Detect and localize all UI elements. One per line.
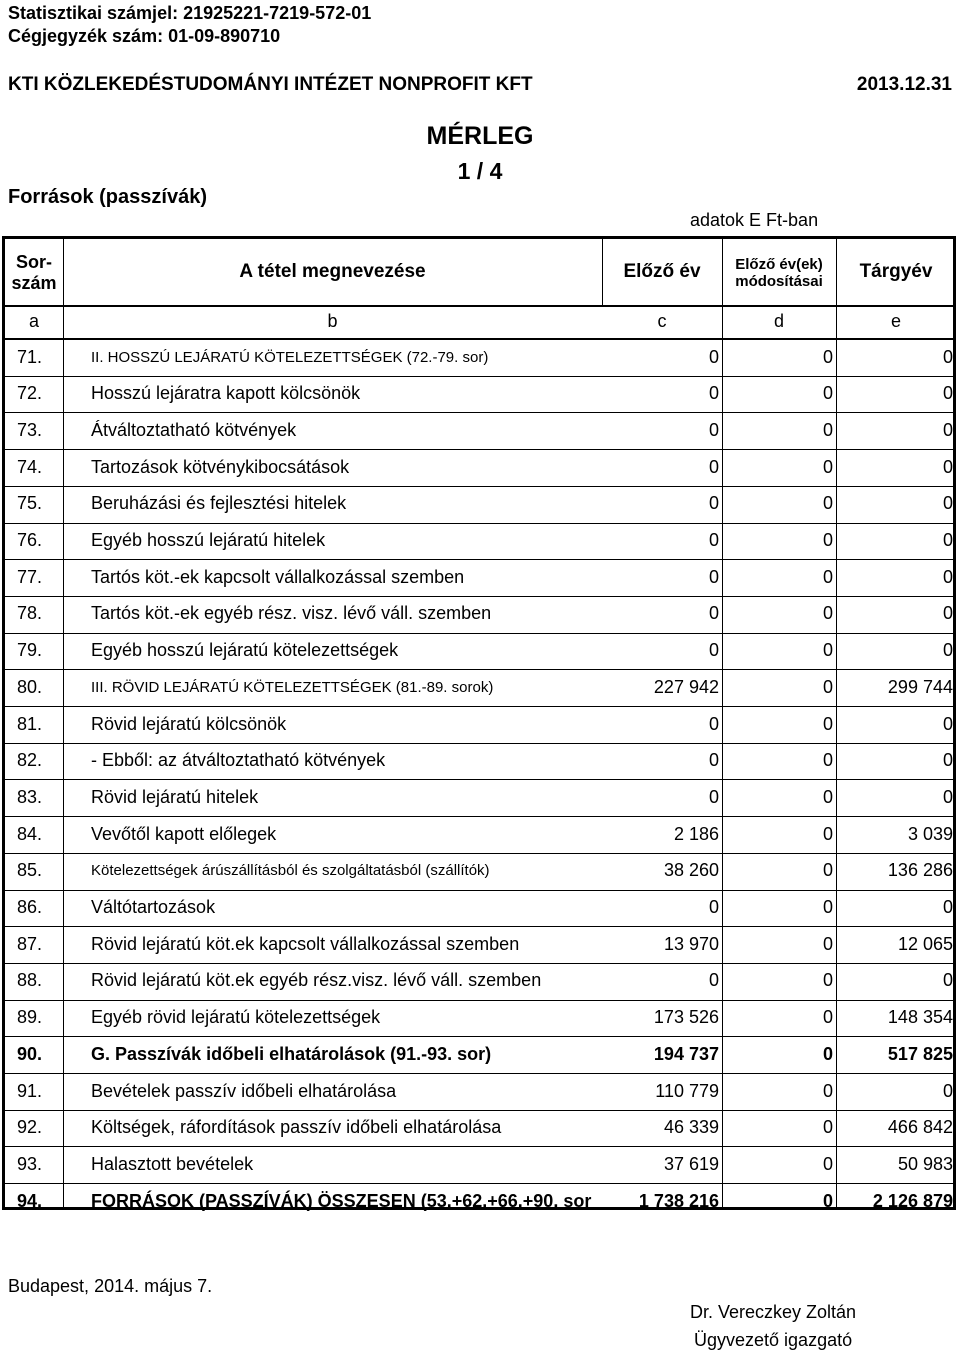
row-number: 85. <box>17 860 43 881</box>
row-prev-year-value: 46 339 <box>663 1117 719 1138</box>
row-item-name: Kötelezettségek árúszállításból és szolgáltatásból (szállítók) <box>91 862 490 880</box>
row-item-name: Tartós köt.-ek kapcsolt vállalkozással szemben <box>91 566 465 587</box>
row-number: 86. <box>17 897 43 917</box>
column-letter-c: c <box>657 311 667 331</box>
row-prev-year-value: 227 942 <box>653 676 719 697</box>
row-number: 84. <box>17 823 43 844</box>
row-item-name: Egyéb hosszú lejáratú kötelezettségek <box>91 640 399 661</box>
row-item-name: Rövid lejáratú köt.ek kapcsolt vállalkozással szemben <box>91 933 520 954</box>
table-row <box>5 1000 953 1036</box>
row-modification-value: 0 <box>822 640 833 661</box>
row-modification-value: 0 <box>822 456 833 477</box>
row-modification-value: 0 <box>822 1190 833 1211</box>
row-item-name: Rövid lejáratú köt.ek egyéb rész.visz. lévő váll. szemben <box>91 970 542 991</box>
row-prev-year-value: 0 <box>708 603 719 624</box>
table-row <box>5 523 953 559</box>
row-current-year-value: 0 <box>942 346 953 367</box>
row-modification-value: 0 <box>822 676 833 697</box>
row-number: 73. <box>17 419 43 440</box>
table-row <box>5 1036 953 1072</box>
table-row <box>5 1183 953 1219</box>
table-row <box>5 596 953 632</box>
table-row <box>5 339 953 375</box>
row-modification-value: 0 <box>822 1153 833 1174</box>
row-modification-value: 0 <box>822 1117 833 1138</box>
row-current-year-value: 50 983 <box>897 1153 953 1174</box>
balance-sheet-table <box>2 236 956 1210</box>
header-divider <box>5 305 953 307</box>
row-prev-year-value: 173 526 <box>653 1007 719 1028</box>
row-modification-value: 0 <box>822 897 833 917</box>
column-header-mod <box>722 243 836 303</box>
row-current-year-value: 2 126 879 <box>872 1190 953 1211</box>
table-row <box>5 853 953 889</box>
row-item-name: - Ebből: az átváltoztatható kötvények <box>91 750 386 771</box>
row-prev-year-value: 13 970 <box>663 933 719 954</box>
row-current-year-value: 0 <box>942 566 953 587</box>
row-modification-value: 0 <box>822 750 833 771</box>
table-row <box>5 706 953 742</box>
row-prev-year-value: 1 738 216 <box>638 1190 719 1211</box>
row-item-name: Rövid lejáratú kölcsönök <box>91 713 287 734</box>
row-current-year-value: 3 039 <box>907 823 953 844</box>
table-row <box>5 1146 953 1182</box>
row-prev-year-value: 37 619 <box>663 1153 719 1174</box>
row-current-year-value: 12 065 <box>897 933 953 954</box>
row-current-year-value: 0 <box>942 530 953 550</box>
row-prev-year-value: 0 <box>708 713 719 734</box>
row-number: 83. <box>17 786 43 807</box>
column-letter-a: a <box>28 311 39 331</box>
row-modification-value: 0 <box>822 1007 833 1028</box>
row-current-year-value: 0 <box>942 456 953 477</box>
row-item-name: Egyéb rövid lejáratú kötelezettségek <box>91 1007 381 1028</box>
row-number: 74. <box>17 456 43 477</box>
row-item-name: Tartós köt.-ek egyéb rész. visz. lévő váll. szemben <box>91 603 492 624</box>
row-prev-year-value: 110 779 <box>655 1080 719 1101</box>
row-item-name: Egyéb hosszú lejáratú hitelek <box>91 530 326 550</box>
row-prev-year-value: 0 <box>708 786 719 807</box>
statistical-number: Statisztikai számjel: 21925221-7219-572-01 <box>8 3 372 23</box>
row-number: 93. <box>17 1153 43 1174</box>
column-letter-b: b <box>327 311 338 331</box>
row-prev-year-value: 0 <box>708 566 719 587</box>
row-current-year-value: 0 <box>942 970 953 991</box>
row-current-year-value: 136 286 <box>887 860 953 881</box>
column-header-mod-line2: módosításai <box>735 273 823 290</box>
row-prev-year-value: 38 260 <box>663 860 719 881</box>
row-prev-year-value: 194 737 <box>653 1043 719 1064</box>
row-modification-value: 0 <box>822 603 833 624</box>
row-number: 81. <box>17 713 43 734</box>
table-row <box>5 412 953 448</box>
row-item-name: Halasztott bevételek <box>91 1153 254 1174</box>
row-prev-year-value: 0 <box>708 897 719 917</box>
row-item-name: G. Passzívák időbeli elhatárolások (91.-93. sor) <box>91 1043 492 1064</box>
row-item-name: III. RÖVID LEJÁRATÚ KÖTELEZETTSÉGEK (81.-89. sorok) <box>91 678 494 696</box>
row-current-year-value: 0 <box>942 750 953 771</box>
row-current-year-value: 0 <box>942 713 953 734</box>
column-letter-e: e <box>890 311 901 331</box>
row-modification-value: 0 <box>822 713 833 734</box>
column-header-sorszam <box>5 243 63 303</box>
row-modification-value: 0 <box>822 383 833 404</box>
column-header-sorszam-line1: Sor- <box>16 252 52 272</box>
row-modification-value: 0 <box>822 786 833 807</box>
row-number: 71. <box>17 346 43 367</box>
row-prev-year-value: 0 <box>708 456 719 477</box>
row-number: 87. <box>17 933 43 954</box>
table-row <box>5 890 953 926</box>
column-header-mod-line1: Előző év(ek) <box>735 256 823 273</box>
row-item-name: Tartozások kötvénykibocsátások <box>91 456 350 477</box>
row-item-name: Bevételek passzív időbeli elhatárolása <box>91 1080 397 1101</box>
row-number: 89. <box>17 1007 43 1028</box>
column-header-name: A tétel megnevezése <box>239 261 426 282</box>
row-number: 79. <box>17 640 43 661</box>
table-row <box>5 963 953 999</box>
row-number: 88. <box>17 970 43 991</box>
row-current-year-value: 0 <box>942 786 953 807</box>
row-item-name: Hosszú lejáratra kapott kölcsönök <box>91 383 361 404</box>
row-current-year-value: 0 <box>942 383 953 404</box>
row-modification-value: 0 <box>822 970 833 991</box>
row-number: 77. <box>17 566 43 587</box>
row-item-name: FORRÁSOK (PASSZÍVÁK) ÖSSZESEN (53.+62.+66.+90. sor <box>91 1190 592 1211</box>
place-and-date: Budapest, 2014. május 7. <box>8 1276 213 1296</box>
row-prev-year-value: 0 <box>708 970 719 991</box>
table-row <box>5 816 953 852</box>
table-row <box>5 669 953 705</box>
row-prev-year-value: 0 <box>708 640 719 661</box>
table-row <box>5 486 953 522</box>
row-prev-year-value: 0 <box>708 346 719 367</box>
company-registration-number: Cégjegyzék szám: 01-09-890710 <box>8 26 281 46</box>
row-number: 90. <box>17 1043 43 1064</box>
table-row <box>5 449 953 485</box>
row-modification-value: 0 <box>822 566 833 587</box>
row-current-year-value: 0 <box>942 1080 953 1101</box>
table-row <box>5 926 953 962</box>
row-current-year-value: 299 744 <box>887 676 953 697</box>
row-item-name: Költségek, ráfordítások passzív időbeli elhatárolása <box>91 1117 502 1138</box>
row-current-year-value: 0 <box>942 419 953 440</box>
row-number: 91. <box>17 1080 43 1101</box>
row-number: 78. <box>17 603 43 624</box>
row-prev-year-value: 0 <box>708 419 719 440</box>
page-title: MÉRLEG <box>426 122 534 150</box>
column-letter-d: d <box>773 311 784 331</box>
signer-title: Ügyvezető igazgató <box>694 1330 853 1350</box>
row-current-year-value: 0 <box>942 493 953 514</box>
row-modification-value: 0 <box>822 933 833 954</box>
row-modification-value: 0 <box>822 860 833 881</box>
row-number: 72. <box>17 383 43 404</box>
row-item-name: Váltótartozások <box>91 897 216 917</box>
row-item-name: Rövid lejáratú hitelek <box>91 786 259 807</box>
report-date: 2013.12.31 <box>856 74 952 95</box>
table-row <box>5 743 953 779</box>
row-current-year-value: 148 354 <box>887 1007 953 1028</box>
page-number: 1 / 4 <box>457 158 503 184</box>
row-item-name: II. HOSSZÚ LEJÁRATÚ KÖTELEZETTSÉGEK (72.-79. sor) <box>91 348 489 366</box>
row-number: 80. <box>17 676 43 697</box>
row-item-name: Átváltoztatható kötvények <box>91 419 297 440</box>
company-name: KTI KÖZLEKEDÉSTUDOMÁNYI INTÉZET NONPROFIT KFT <box>8 74 533 95</box>
row-current-year-value: 466 842 <box>887 1117 953 1138</box>
row-current-year-value: 0 <box>942 897 953 917</box>
row-modification-value: 0 <box>822 823 833 844</box>
row-number: 82. <box>17 750 43 771</box>
row-modification-value: 0 <box>822 1043 833 1064</box>
row-prev-year-value: 2 186 <box>673 823 719 844</box>
row-item-name: Vevőtől kapott előlegek <box>91 823 277 844</box>
row-modification-value: 0 <box>822 493 833 514</box>
unit-note: adatok E Ft-ban <box>690 210 819 230</box>
table-row <box>5 376 953 412</box>
table-row <box>5 633 953 669</box>
table-row <box>5 1110 953 1146</box>
signer-name: Dr. Vereczkey Zoltán <box>690 1302 857 1322</box>
column-header-prev: Előző év <box>623 261 701 282</box>
row-number: 92. <box>17 1117 43 1138</box>
row-current-year-value: 517 825 <box>887 1043 953 1064</box>
row-prev-year-value: 0 <box>708 750 719 771</box>
row-modification-value: 0 <box>822 530 833 550</box>
row-prev-year-value: 0 <box>708 383 719 404</box>
row-modification-value: 0 <box>822 1080 833 1101</box>
table-row <box>5 559 953 595</box>
row-number: 94. <box>17 1190 43 1211</box>
row-modification-value: 0 <box>822 346 833 367</box>
section-title: Források (passzívák) <box>8 186 207 208</box>
row-number: 76. <box>17 530 43 550</box>
table-row <box>5 779 953 815</box>
row-current-year-value: 0 <box>942 603 953 624</box>
row-item-name: Beruházási és fejlesztési hitelek <box>91 493 347 514</box>
row-prev-year-value: 0 <box>708 493 719 514</box>
row-modification-value: 0 <box>822 419 833 440</box>
row-current-year-value: 0 <box>942 640 953 661</box>
row-prev-year-value: 0 <box>708 530 719 550</box>
column-header-sorszam-line2: szám <box>11 273 57 293</box>
table-row <box>5 1073 953 1109</box>
row-number: 75. <box>17 493 43 514</box>
column-header-cur: Tárgyév <box>859 261 933 282</box>
